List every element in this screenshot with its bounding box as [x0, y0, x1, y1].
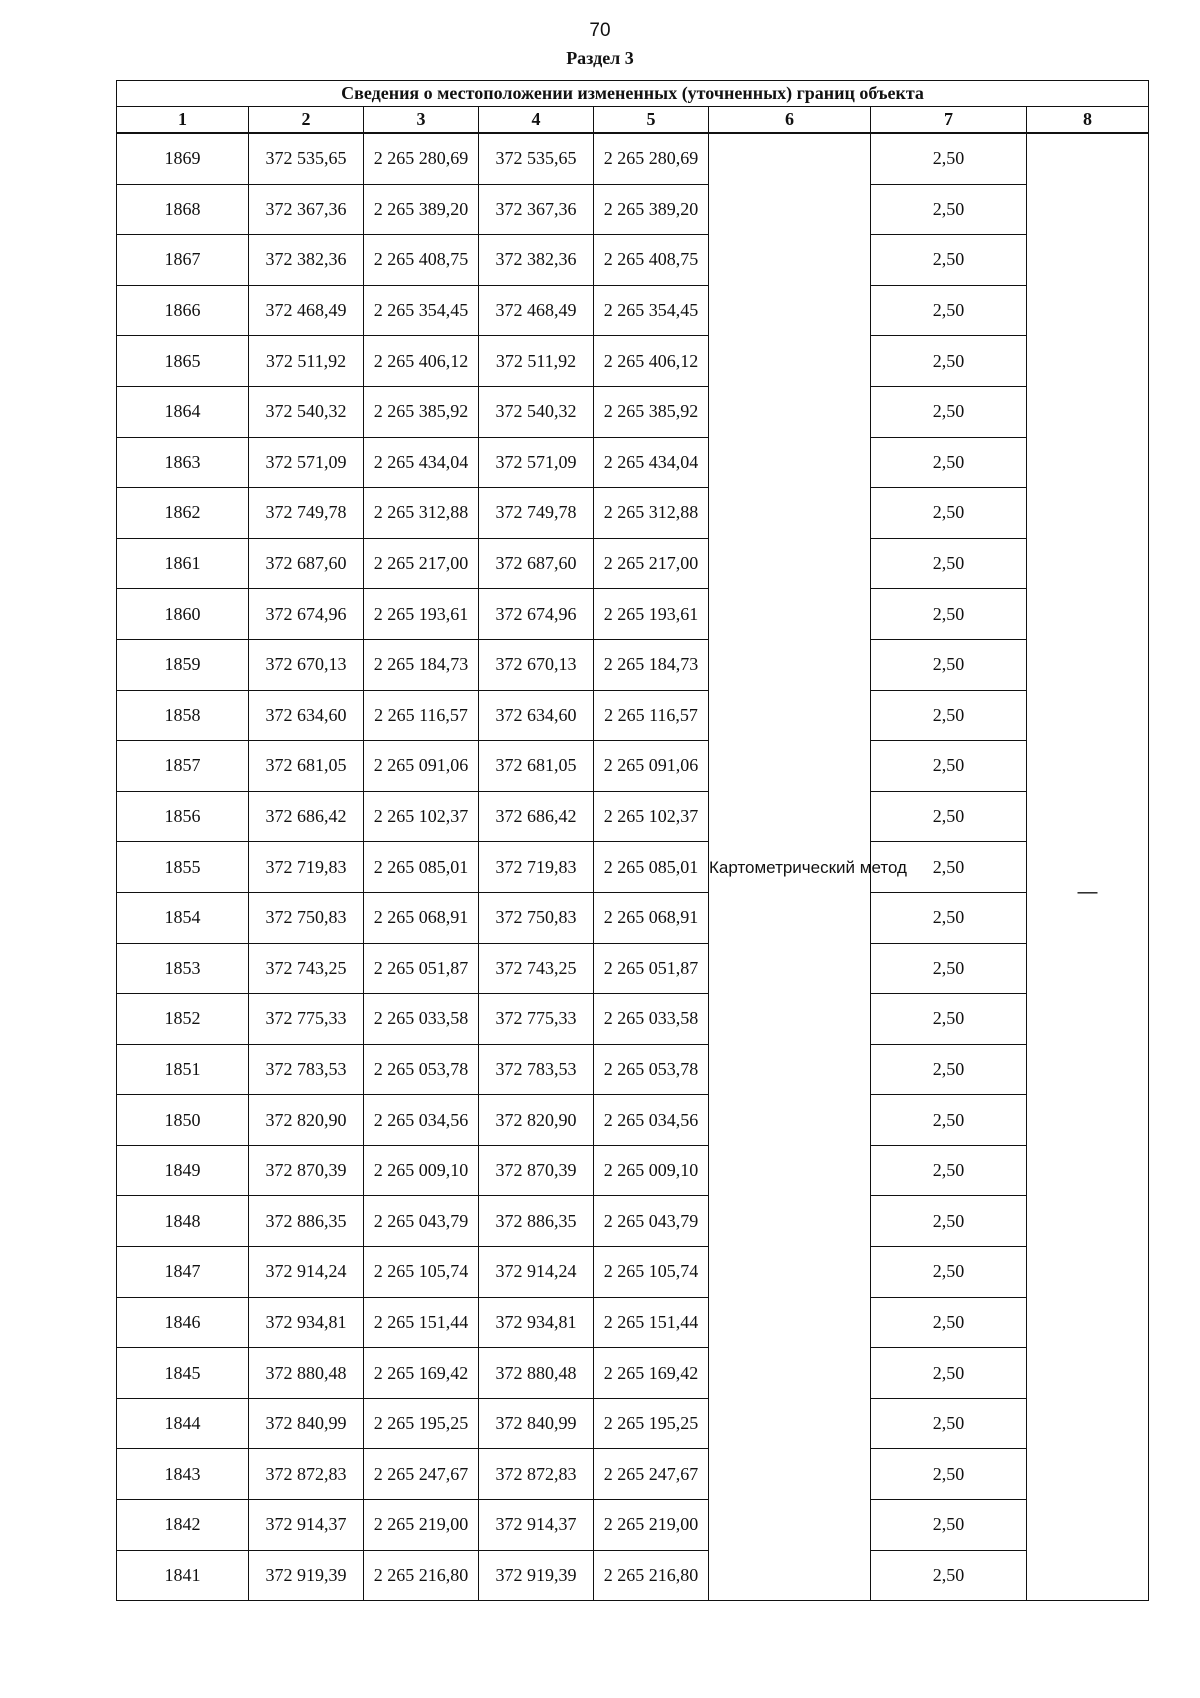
column-number: 8 — [1027, 107, 1149, 134]
cell-y2: 2 265 434,04 — [594, 437, 709, 488]
table-row — [117, 892, 1149, 943]
table-row — [117, 336, 1149, 387]
cell-y1: 2 265 151,44 — [364, 1297, 479, 1348]
cell-y1: 2 265 406,12 — [364, 336, 479, 387]
cell-y2: 2 265 385,92 — [594, 386, 709, 437]
cell-accuracy: 2,50 — [871, 842, 1027, 893]
cell-x2: 372 934,81 — [479, 1297, 594, 1348]
cell-y2: 2 265 043,79 — [594, 1196, 709, 1247]
cell-accuracy: 2,50 — [871, 1145, 1027, 1196]
cell-x2: 372 511,92 — [479, 336, 594, 387]
cell-y1: 2 265 195,25 — [364, 1398, 479, 1449]
cell-y2: 2 265 247,67 — [594, 1449, 709, 1500]
cell-y2: 2 265 053,78 — [594, 1044, 709, 1095]
table-row — [117, 1449, 1149, 1500]
table-row — [117, 943, 1149, 994]
cell-x2: 372 634,60 — [479, 690, 594, 741]
cell-y1: 2 265 216,80 — [364, 1550, 479, 1601]
cell-y1: 2 265 051,87 — [364, 943, 479, 994]
cell-x2: 372 535,65 — [479, 133, 594, 184]
cell-n: 1858 — [117, 690, 249, 741]
cell-x1: 372 719,83 — [249, 842, 364, 893]
cell-n: 1857 — [117, 741, 249, 792]
cell-accuracy: 2,50 — [871, 994, 1027, 1045]
cell-x1: 372 914,24 — [249, 1247, 364, 1298]
table-row — [117, 437, 1149, 488]
cell-n: 1866 — [117, 285, 249, 336]
cell-accuracy: 2,50 — [871, 1297, 1027, 1348]
table-row — [117, 386, 1149, 437]
cell-n: 1864 — [117, 386, 249, 437]
table-row — [117, 1247, 1149, 1298]
cell-n: 1860 — [117, 589, 249, 640]
table-row — [117, 184, 1149, 235]
table-row — [117, 235, 1149, 286]
cell-y1: 2 265 169,42 — [364, 1348, 479, 1399]
cell-y2: 2 265 051,87 — [594, 943, 709, 994]
cell-y1: 2 265 043,79 — [364, 1196, 479, 1247]
cell-x2: 372 670,13 — [479, 639, 594, 690]
column-number: 7 — [871, 107, 1027, 134]
cell-y1: 2 265 193,61 — [364, 589, 479, 640]
cell-x2: 372 820,90 — [479, 1095, 594, 1146]
cell-x2: 372 687,60 — [479, 538, 594, 589]
cell-y2: 2 265 102,37 — [594, 791, 709, 842]
cell-y1: 2 265 389,20 — [364, 184, 479, 235]
cell-accuracy: 2,50 — [871, 336, 1027, 387]
cell-y2: 2 265 091,06 — [594, 741, 709, 792]
cell-y2: 2 265 034,56 — [594, 1095, 709, 1146]
cell-x1: 372 382,36 — [249, 235, 364, 286]
table-row — [117, 1550, 1149, 1601]
cell-accuracy: 2,50 — [871, 184, 1027, 235]
cell-x2: 372 382,36 — [479, 235, 594, 286]
table-row — [117, 1145, 1149, 1196]
table-row — [117, 133, 1149, 184]
cell-x2: 372 681,05 — [479, 741, 594, 792]
cell-accuracy: 2,50 — [871, 791, 1027, 842]
cell-n: 1845 — [117, 1348, 249, 1399]
cell-n: 1863 — [117, 437, 249, 488]
cell-y2: 2 265 195,25 — [594, 1398, 709, 1449]
cell-y1: 2 265 184,73 — [364, 639, 479, 690]
cell-n: 1859 — [117, 639, 249, 690]
cell-n: 1841 — [117, 1550, 249, 1601]
column-8-cell-top — [1027, 133, 1149, 184]
cell-y2: 2 265 406,12 — [594, 336, 709, 387]
cell-y2: 2 265 085,01 — [594, 842, 709, 893]
column-number: 1 — [117, 107, 249, 134]
column-number: 4 — [479, 107, 594, 134]
table-row — [117, 1196, 1149, 1247]
cell-x2: 372 880,48 — [479, 1348, 594, 1399]
cell-y2: 2 265 408,75 — [594, 235, 709, 286]
cell-y1: 2 265 091,06 — [364, 741, 479, 792]
cell-accuracy: 2,50 — [871, 235, 1027, 286]
cell-y2: 2 265 068,91 — [594, 892, 709, 943]
column-8-value: — — [1027, 184, 1149, 1601]
cell-accuracy: 2,50 — [871, 1500, 1027, 1551]
cell-y2: 2 265 354,45 — [594, 285, 709, 336]
cell-y2: 2 265 312,88 — [594, 488, 709, 539]
column-number-row — [117, 107, 1149, 134]
cell-n: 1850 — [117, 1095, 249, 1146]
table-row — [117, 488, 1149, 539]
cell-x1: 372 870,39 — [249, 1145, 364, 1196]
cell-y1: 2 265 247,67 — [364, 1449, 479, 1500]
cell-x1: 372 468,49 — [249, 285, 364, 336]
cell-x2: 372 743,25 — [479, 943, 594, 994]
cell-n: 1847 — [117, 1247, 249, 1298]
cell-n: 1846 — [117, 1297, 249, 1348]
cell-x1: 372 783,53 — [249, 1044, 364, 1095]
cell-x1: 372 750,83 — [249, 892, 364, 943]
cell-y1: 2 265 219,00 — [364, 1500, 479, 1551]
cell-accuracy: 2,50 — [871, 741, 1027, 792]
cell-n: 1865 — [117, 336, 249, 387]
cell-x2: 372 775,33 — [479, 994, 594, 1045]
cell-y1: 2 265 053,78 — [364, 1044, 479, 1095]
cell-x1: 372 934,81 — [249, 1297, 364, 1348]
column-number: 2 — [249, 107, 364, 134]
column-number: 6 — [709, 107, 871, 134]
cell-y1: 2 265 354,45 — [364, 285, 479, 336]
cell-y1: 2 265 085,01 — [364, 842, 479, 893]
cell-accuracy: 2,50 — [871, 488, 1027, 539]
cell-accuracy: 2,50 — [871, 133, 1027, 184]
cell-y1: 2 265 385,92 — [364, 386, 479, 437]
cell-x2: 372 719,83 — [479, 842, 594, 893]
table-row — [117, 589, 1149, 640]
cell-x1: 372 743,25 — [249, 943, 364, 994]
cell-accuracy: 2,50 — [871, 892, 1027, 943]
cell-accuracy: 2,50 — [871, 1398, 1027, 1449]
column-number: 3 — [364, 107, 479, 134]
table-row — [117, 285, 1149, 336]
cell-x1: 372 914,37 — [249, 1500, 364, 1551]
cell-x1: 372 511,92 — [249, 336, 364, 387]
cell-y1: 2 265 033,58 — [364, 994, 479, 1045]
cell-accuracy: 2,50 — [871, 1095, 1027, 1146]
cell-x1: 372 880,48 — [249, 1348, 364, 1399]
table-row — [117, 1348, 1149, 1399]
cell-x2: 372 872,83 — [479, 1449, 594, 1500]
table-row — [117, 639, 1149, 690]
cell-y1: 2 265 068,91 — [364, 892, 479, 943]
cell-x1: 372 840,99 — [249, 1398, 364, 1449]
cell-x2: 372 919,39 — [479, 1550, 594, 1601]
cell-x2: 372 468,49 — [479, 285, 594, 336]
table-row — [117, 1398, 1149, 1449]
cell-y2: 2 265 217,00 — [594, 538, 709, 589]
cell-x2: 372 870,39 — [479, 1145, 594, 1196]
cell-accuracy: 2,50 — [871, 639, 1027, 690]
section-title: Раздел 3 — [566, 48, 634, 68]
cell-x2: 372 914,24 — [479, 1247, 594, 1298]
cell-y2: 2 265 116,57 — [594, 690, 709, 741]
cell-x1: 372 775,33 — [249, 994, 364, 1045]
cell-accuracy: 2,50 — [871, 437, 1027, 488]
cell-y2: 2 265 216,80 — [594, 1550, 709, 1601]
cell-accuracy: 2,50 — [871, 589, 1027, 640]
cell-accuracy: 2,50 — [871, 386, 1027, 437]
cell-n: 1868 — [117, 184, 249, 235]
cell-y1: 2 265 434,04 — [364, 437, 479, 488]
table-row — [117, 1044, 1149, 1095]
table-body — [117, 133, 1149, 1601]
cell-n: 1862 — [117, 488, 249, 539]
cell-accuracy: 2,50 — [871, 1550, 1027, 1601]
cell-n: 1853 — [117, 943, 249, 994]
cell-n: 1848 — [117, 1196, 249, 1247]
cell-y2: 2 265 184,73 — [594, 639, 709, 690]
cell-x2: 372 750,83 — [479, 892, 594, 943]
cell-x1: 372 749,78 — [249, 488, 364, 539]
cell-n: 1851 — [117, 1044, 249, 1095]
cell-x2: 372 749,78 — [479, 488, 594, 539]
cell-n: 1843 — [117, 1449, 249, 1500]
table-row — [117, 741, 1149, 792]
cell-x2: 372 914,37 — [479, 1500, 594, 1551]
table-row — [117, 1095, 1149, 1146]
cell-n: 1861 — [117, 538, 249, 589]
cell-x2: 372 674,96 — [479, 589, 594, 640]
method-cell: Картометрический метод — [709, 133, 871, 1601]
table-row — [117, 1297, 1149, 1348]
cell-x2: 372 840,99 — [479, 1398, 594, 1449]
table-row — [117, 994, 1149, 1045]
cell-y1: 2 265 312,88 — [364, 488, 479, 539]
cell-x1: 372 686,42 — [249, 791, 364, 842]
cell-y2: 2 265 151,44 — [594, 1297, 709, 1348]
cell-x1: 372 681,05 — [249, 741, 364, 792]
table-row — [117, 791, 1149, 842]
cell-x2: 372 540,32 — [479, 386, 594, 437]
cell-x1: 372 367,36 — [249, 184, 364, 235]
column-number: 5 — [594, 107, 709, 134]
cell-x2: 372 367,36 — [479, 184, 594, 235]
cell-n: 1842 — [117, 1500, 249, 1551]
cell-y2: 2 265 219,00 — [594, 1500, 709, 1551]
table-row — [117, 690, 1149, 741]
cell-y2: 2 265 105,74 — [594, 1247, 709, 1298]
cell-n: 1856 — [117, 791, 249, 842]
cell-accuracy: 2,50 — [871, 1449, 1027, 1500]
cell-n: 1867 — [117, 235, 249, 286]
cell-y1: 2 265 034,56 — [364, 1095, 479, 1146]
cell-x1: 372 670,13 — [249, 639, 364, 690]
cell-y2: 2 265 033,58 — [594, 994, 709, 1045]
cell-accuracy: 2,50 — [871, 1348, 1027, 1399]
cell-n: 1844 — [117, 1398, 249, 1449]
cell-y2: 2 265 280,69 — [594, 133, 709, 184]
cell-n: 1854 — [117, 892, 249, 943]
cell-x1: 372 687,60 — [249, 538, 364, 589]
cell-x1: 372 872,83 — [249, 1449, 364, 1500]
cell-y2: 2 265 193,61 — [594, 589, 709, 640]
cell-x1: 372 674,96 — [249, 589, 364, 640]
cell-y1: 2 265 105,74 — [364, 1247, 479, 1298]
cell-n: 1852 — [117, 994, 249, 1045]
cell-x1: 372 919,39 — [249, 1550, 364, 1601]
table-caption: Сведения о местоположении измененных (уточненных) границ объекта — [117, 81, 1149, 107]
cell-x2: 372 783,53 — [479, 1044, 594, 1095]
cell-y2: 2 265 169,42 — [594, 1348, 709, 1399]
table-row — [117, 842, 1149, 893]
cell-y1: 2 265 102,37 — [364, 791, 479, 842]
cell-y1: 2 265 217,00 — [364, 538, 479, 589]
table-row — [117, 538, 1149, 589]
cell-accuracy: 2,50 — [871, 1044, 1027, 1095]
cell-accuracy: 2,50 — [871, 538, 1027, 589]
cell-x1: 372 820,90 — [249, 1095, 364, 1146]
cell-y1: 2 265 116,57 — [364, 690, 479, 741]
cell-n: 1855 — [117, 842, 249, 893]
cell-accuracy: 2,50 — [871, 1196, 1027, 1247]
page-number: 70 — [589, 20, 611, 41]
cell-x2: 372 686,42 — [479, 791, 594, 842]
cell-y2: 2 265 389,20 — [594, 184, 709, 235]
cell-accuracy: 2,50 — [871, 943, 1027, 994]
table-row — [117, 1500, 1149, 1551]
cell-y1: 2 265 009,10 — [364, 1145, 479, 1196]
cell-accuracy: 2,50 — [871, 1247, 1027, 1298]
cell-x1: 372 886,35 — [249, 1196, 364, 1247]
cell-n: 1869 — [117, 133, 249, 184]
cell-x2: 372 571,09 — [479, 437, 594, 488]
cell-x1: 372 540,32 — [249, 386, 364, 437]
cell-n: 1849 — [117, 1145, 249, 1196]
cell-x2: 372 886,35 — [479, 1196, 594, 1247]
cell-x1: 372 634,60 — [249, 690, 364, 741]
cell-accuracy: 2,50 — [871, 285, 1027, 336]
cell-y1: 2 265 280,69 — [364, 133, 479, 184]
cell-accuracy: 2,50 — [871, 690, 1027, 741]
cell-y2: 2 265 009,10 — [594, 1145, 709, 1196]
cell-y1: 2 265 408,75 — [364, 235, 479, 286]
cell-x1: 372 571,09 — [249, 437, 364, 488]
cell-x1: 372 535,65 — [249, 133, 364, 184]
coordinates-table — [116, 80, 1149, 1601]
